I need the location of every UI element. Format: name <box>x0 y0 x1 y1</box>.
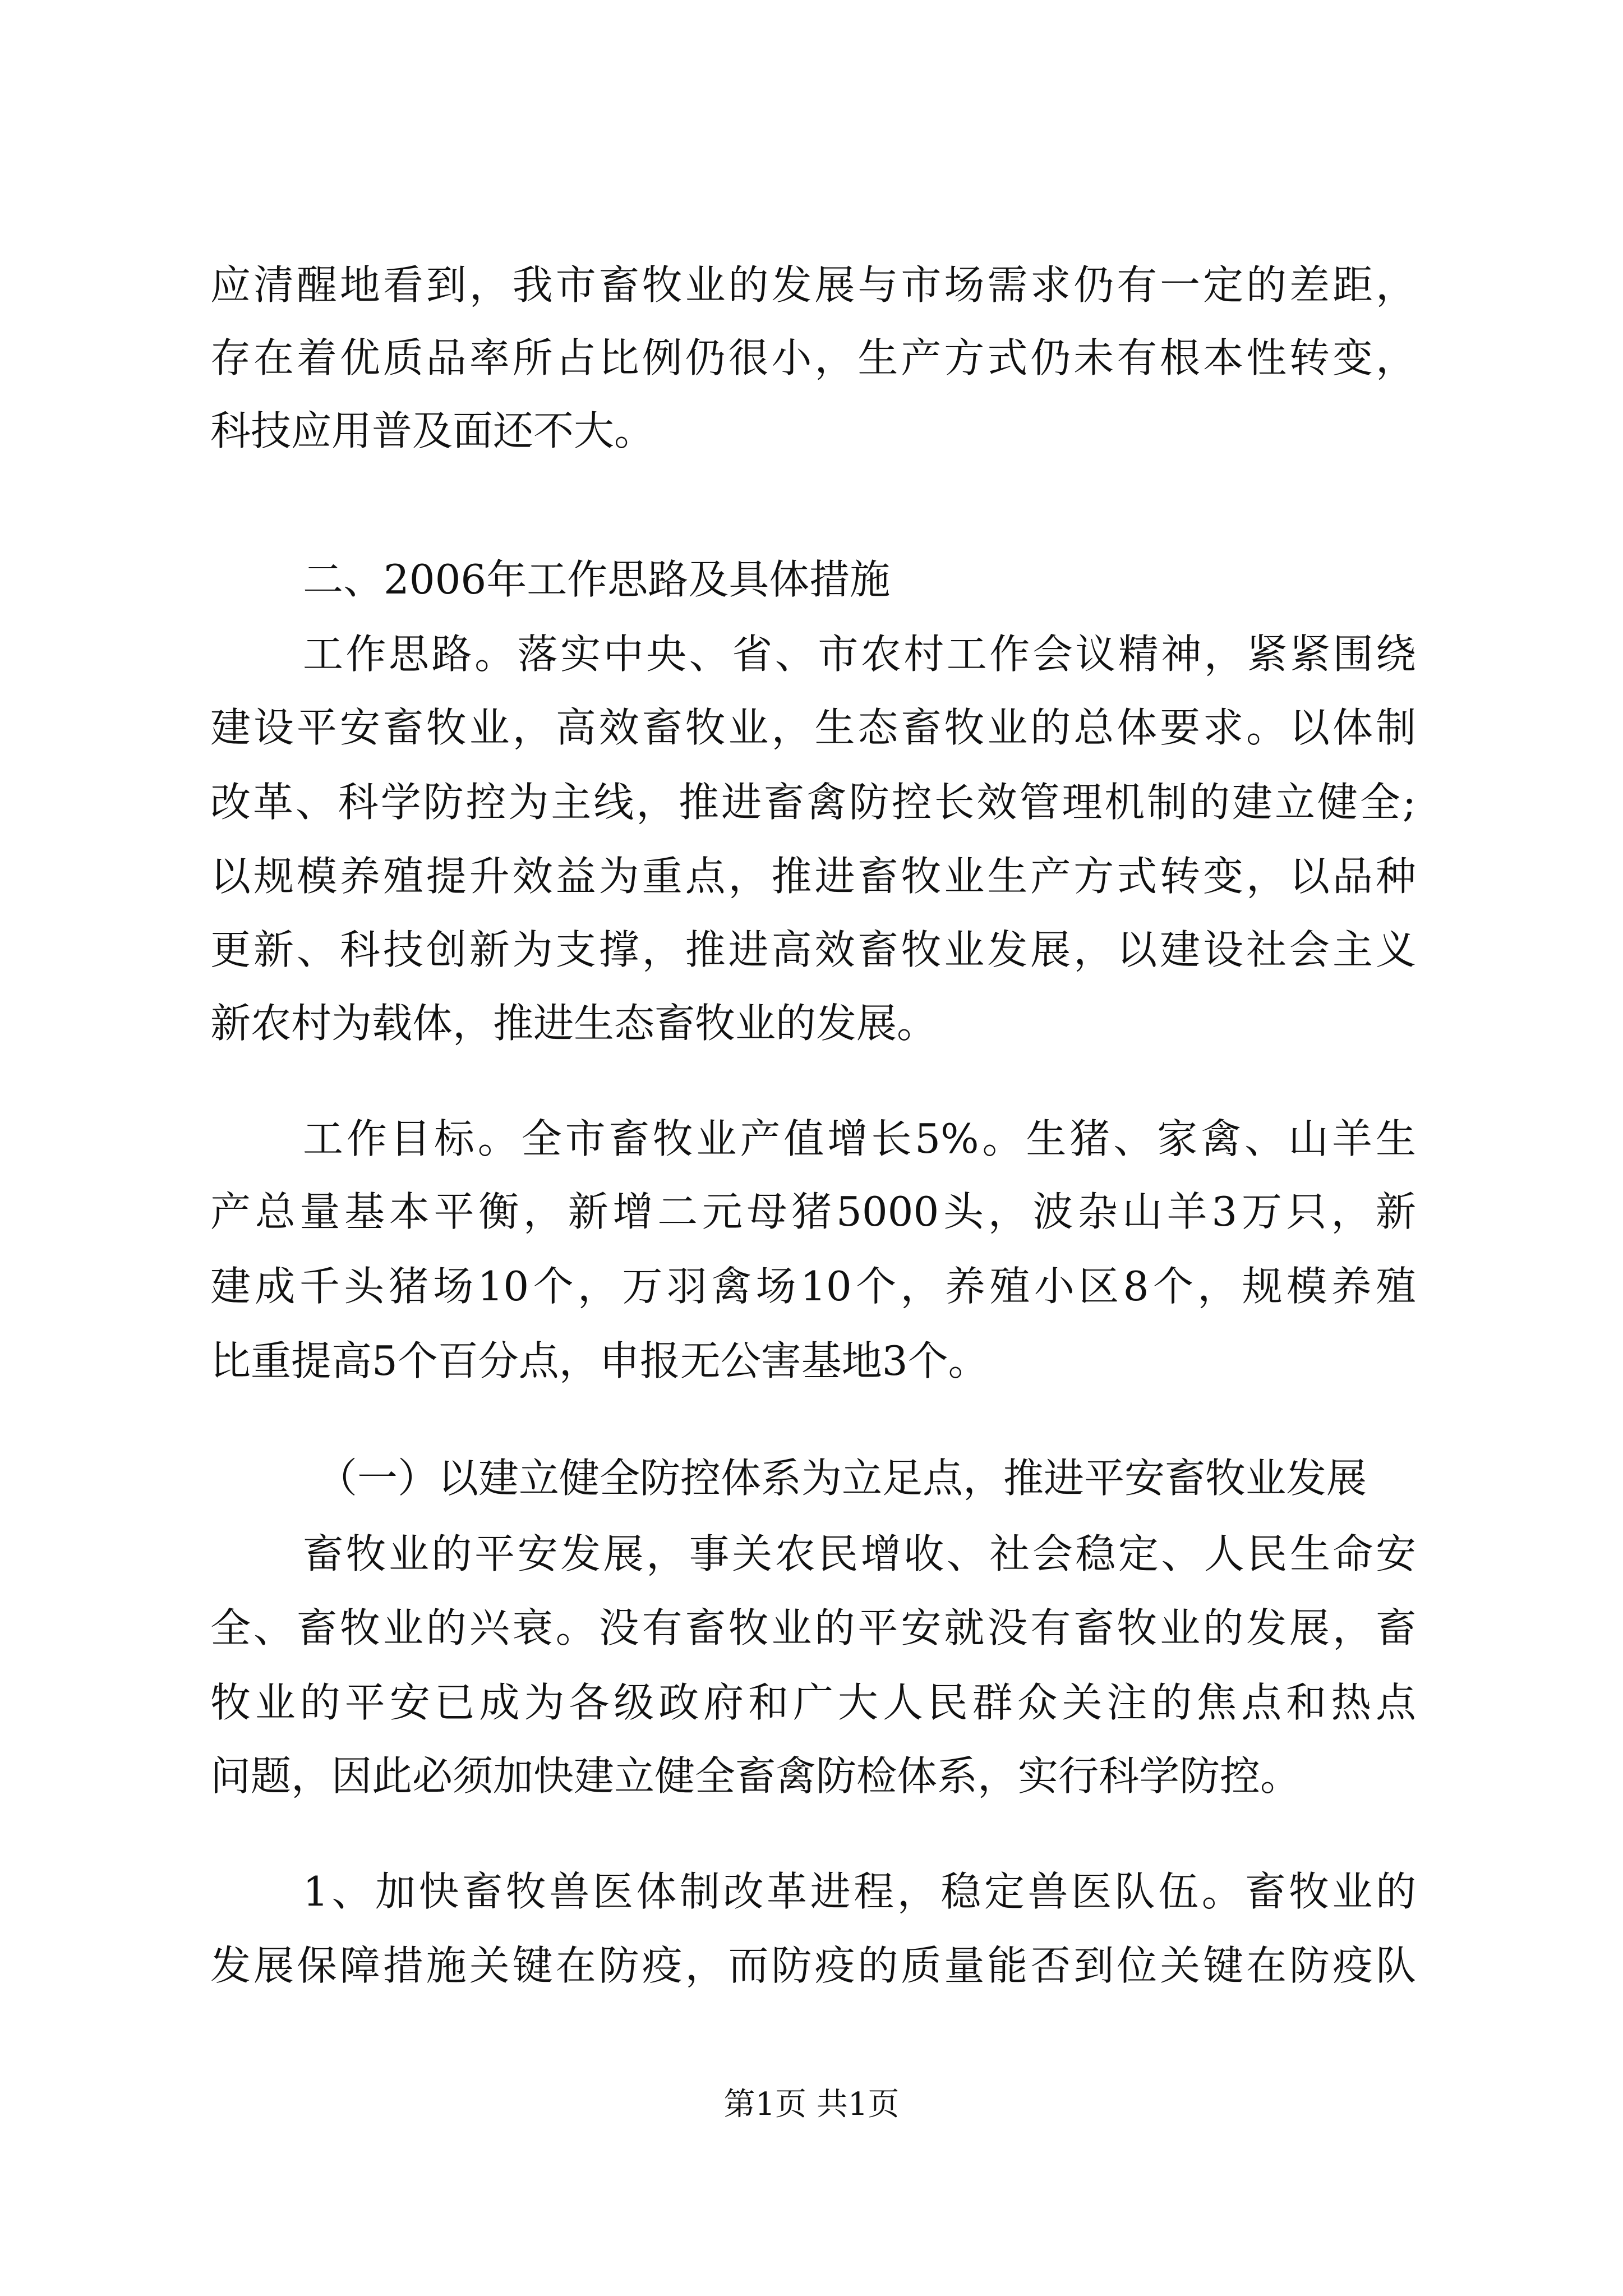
paragraph-line: 应清醒地看到，我市畜牧业的发展与市场需求仍有一定的差距， <box>210 261 1416 309</box>
paragraph-line: 比重提高5个百分点，申报无公害基地3个。 <box>210 1337 989 1384</box>
paragraph-line: 改革、科学防控为主线，推进畜禽防控长效管理机制的建立健全; <box>210 779 1416 826</box>
paragraph-line: 科技应用普及面还不大。 <box>210 407 655 454</box>
paragraph-line: 工作思路。落实中央、省、市农村工作会议精神，紧紧围绕 <box>303 631 1416 678</box>
paragraph-line: 存在着优质品率所占比例仍很小，生产方式仍未有根本性转变， <box>210 334 1416 381</box>
subsection-heading: （一）以建立健全防控体系为立足点，推进平安畜牧业发展 <box>317 1455 1367 1502</box>
paragraph-line: 全、畜牧业的兴衰。没有畜牧业的平安就没有畜牧业的发展，畜 <box>210 1604 1416 1651</box>
section-heading: 二、2006年工作思路及具体措施 <box>303 556 891 603</box>
paragraph-line: 产总量基本平衡，新增二元母猪5000头，波杂山羊3万只，新 <box>210 1188 1416 1235</box>
paragraph-line: 更新、科技创新为支撑，推进高效畜牧业发展，以建设社会主义 <box>210 926 1416 973</box>
paragraph-line: 建设平安畜牧业，高效畜牧业，生态畜牧业的总体要求。以体制 <box>210 704 1416 751</box>
paragraph-line: 牧业的平安已成为各级政府和广大人民群众关注的焦点和热点 <box>210 1679 1416 1726</box>
paragraph-line: 以规模养殖提升效益为重点，推进畜牧业生产方式转变，以品种 <box>210 853 1416 900</box>
paragraph-line: 1、加快畜牧兽医体制改革进程，稳定兽医队伍。畜牧业的 <box>303 1868 1416 1915</box>
paragraph-line: 发展保障措施关键在防疫，而防疫的质量能否到位关键在防疫队 <box>210 1942 1416 1989</box>
paragraph-line: 问题，因此必须加快建立健全畜禽防检体系，实行科学防控。 <box>210 1752 1301 1800</box>
paragraph-line: 畜牧业的平安发展，事关农民增收、社会稳定、人民生命安 <box>303 1530 1416 1577</box>
paragraph-line: 工作目标。全市畜牧业产值增长5%。生猪、家禽、山羊生 <box>303 1115 1416 1162</box>
paragraph-line: 新农村为载体，推进生态畜牧业的发展。 <box>210 1000 938 1047</box>
page-number-footer: 第1页 共1页 <box>723 2086 900 2123</box>
paragraph-line: 建成千头猪场10个，万羽禽场10个，养殖小区8个，规模养殖 <box>210 1263 1416 1310</box>
